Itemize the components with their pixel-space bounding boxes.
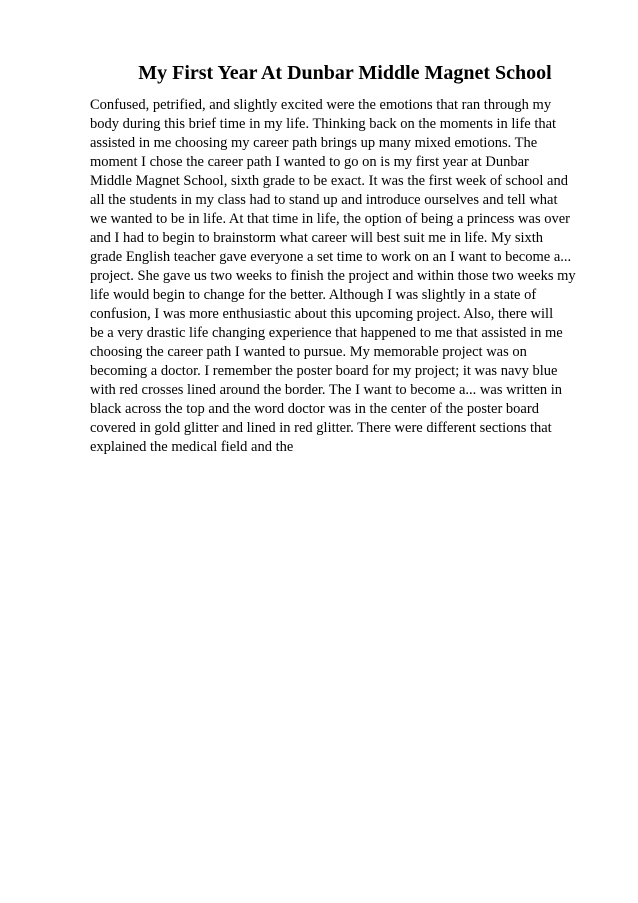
text-line: assisted in me choosing my career path brings up many mixed emotions. The [90,135,538,151]
text-line: project. She gave us two weeks to finish the project and within those two weeks my [90,268,576,284]
text-line: body during this brief time in my life. Thinking back on the moments in life that [90,116,557,132]
text-line: and I had to begin to brainstorm what career will best suit me in life. My sixth [90,230,544,246]
text-line: choosing the career path I wanted to pursue. My memorable project was on [90,344,527,360]
text-line: be a very drastic life changing experience that happened to me that assisted in me [90,325,563,341]
text-line: explained the medical field and the [90,439,294,455]
text-line: grade English teacher gave everyone a set time to work on an I want to become a... [90,249,572,265]
essay-body [90,96,610,457]
text-line: becoming a doctor. I remember the poster board for my project; it was navy blue [90,363,558,379]
text-line: life would begin to change for the better. Although I was slightly in a state of [90,287,537,303]
text-line: all the students in my class had to stand up and introduce ourselves and tell what [90,192,558,208]
text-line: Confused, petrified, and slightly excited were the emotions that ran through my [90,97,552,113]
text-line: black across the top and the word doctor was in the center of the poster board [90,401,539,417]
text-line: covered in gold glitter and lined in red glitter. There were different sections that [90,420,552,436]
text-line: moment I chose the career path I wanted to go on is my first year at Dunbar [90,154,529,170]
text-line: confusion, I was more enthusiastic about this upcoming project. Also, there will [90,306,554,322]
page-title: My First Year At Dunbar Middle Magnet School [138,62,552,84]
text-line: with red crosses lined around the border. The I want to become a... was written in [90,382,563,398]
text-line: Middle Magnet School, sixth grade to be exact. It was the first week of school and [90,173,568,189]
text-line: we wanted to be in life. At that time in life, the option of being a princess was over [90,211,570,227]
